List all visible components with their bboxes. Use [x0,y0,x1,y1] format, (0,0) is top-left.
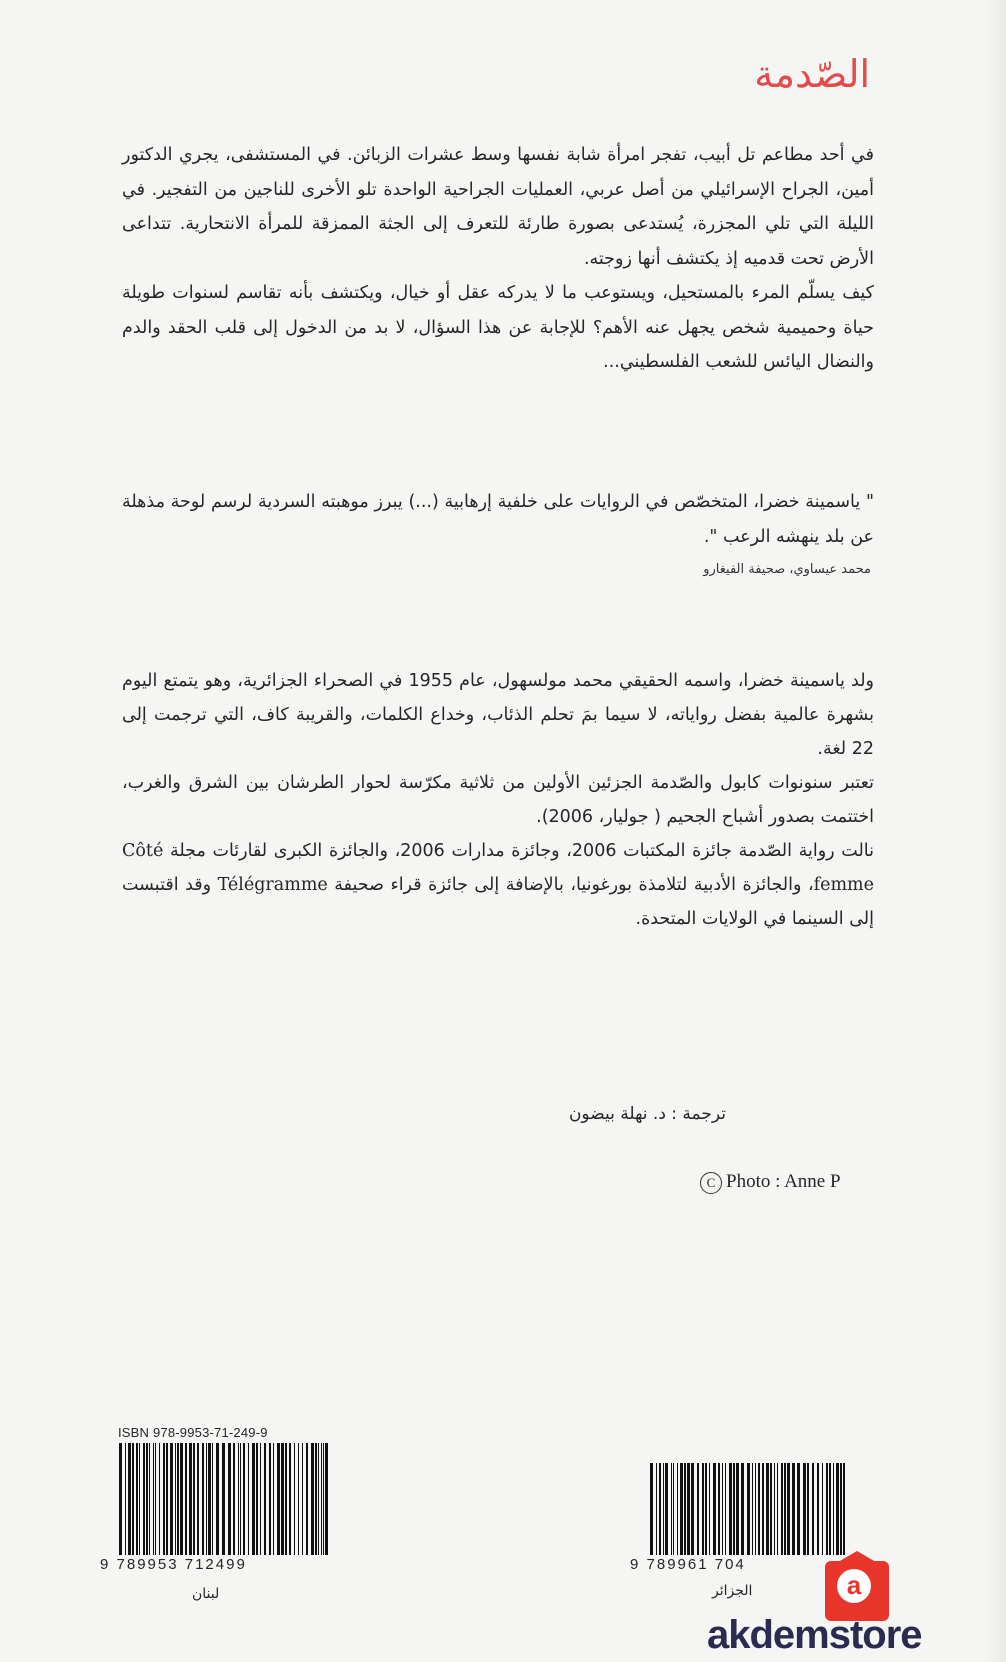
barcode-bar [705,1463,707,1555]
barcode-bar [718,1463,720,1555]
barcode-bar [285,1443,287,1555]
barcode-bar [807,1463,809,1555]
barcode-bar [663,1463,664,1555]
barcode-bar [139,1443,140,1555]
barcode-bar [146,1443,148,1555]
barcode-bar [159,1443,160,1555]
barcode-bar [119,1443,122,1555]
barcode-bar [302,1443,303,1555]
barcode-bar [260,1443,261,1555]
barcode-bar [153,1443,154,1555]
store-watermark: akdemstore [707,1613,922,1657]
barcode-bar [713,1463,716,1555]
barcode-lebanon [117,1443,331,1555]
barcode-bar [243,1443,245,1555]
barcode-bar [677,1463,678,1555]
barcode-bar [166,1443,168,1555]
country-algeria: الجزائر [712,1583,753,1599]
barcode-algeria [648,1463,848,1555]
barcode-bar [216,1443,219,1555]
barcode-bar [163,1443,165,1555]
barcode-bar [747,1463,750,1555]
barcode-bar [128,1443,131,1555]
barcode-bar [175,1443,176,1555]
barcode-bar [803,1463,806,1555]
barcode-bar [193,1443,195,1555]
barcode-bar [233,1443,235,1555]
barcode-bar [238,1443,239,1555]
barcode-bar [665,1463,668,1555]
photo-credit-text: Photo : Anne P [726,1171,841,1192]
barcode-bar [315,1443,317,1555]
barcode-bar [702,1463,704,1555]
barcode-bar [125,1443,126,1555]
barcode-bar [822,1463,823,1555]
author-bio [122,664,874,936]
review-quote [122,485,874,554]
barcode-bar [755,1463,756,1555]
barcode-bar [656,1463,657,1555]
magazine-name: Côté femme [122,841,874,895]
barcode-bar [766,1463,769,1555]
barcode-bar [697,1463,699,1555]
barcode-bar [673,1463,674,1555]
newspaper-name: Télégramme [217,875,328,895]
barcode-bar [736,1463,739,1555]
quote-text: " ياسمينة خضرا، المتخصّص في الروايات على خلفية إرهابية (...) يبرز موهبته السردية لرسم لوحة مذهلة عن بلد ينهشه الرعب ". [122,492,874,547]
barcode-bar [189,1443,192,1555]
page-edge-shadow [986,0,1006,1662]
barcode-bar [248,1443,249,1555]
barcode-bar [264,1443,266,1555]
bio-p3-part-3: وقد اقتبست إلى السينما في الولايات المتحدة. [122,875,874,929]
barcode-bar [256,1443,258,1555]
barcode-bar [222,1443,225,1555]
barcode-bar [325,1443,328,1555]
barcode-bar [687,1463,690,1555]
barcode-bar [840,1463,842,1555]
barcode-bar [762,1463,764,1555]
barcode-right-bars [648,1463,848,1555]
barcode-bar [318,1443,319,1555]
barcode-bar [659,1463,661,1555]
barcode-bar [197,1443,199,1555]
isbn-label: ISBN 978-9953-71-249-9 [118,1425,268,1440]
barcode-bar [758,1463,760,1555]
barcode-bar [185,1443,187,1555]
barcode-bar [155,1443,156,1555]
barcode-bar [170,1443,173,1555]
synopsis-paragraph-2: كيف يسلّم المرء بالمستحيل، ويستوعب ما لا يدركه عقل أو خيال، ويكتشف بأنه تقاسم لسنوات طويلة حياة وحميمية شخص يجهل عنه الأهم؟ للإجابة عن هذا السؤال، لا بد من الدخول إلى قلب الحقد والدم والنضال اليائس للشعب الفلسطيني... [122,283,874,372]
barcode-bar [650,1463,653,1555]
barcode-bar [787,1463,790,1555]
barcode-bar [289,1443,291,1555]
bio-p3-part-2: ، والجائزة الأدبية لتلامذة بورغونيا، بالإضافة إلى جائزة قراء صحيفة [327,875,814,895]
store-logo-icon [825,1561,889,1621]
book-title: الصّدمة [754,52,870,96]
barcode-bar [792,1463,795,1555]
barcode-bar [306,1443,308,1555]
barcode-bar [321,1443,322,1555]
bio-paragraph-3 [122,834,874,936]
barcode-bar [777,1463,778,1555]
bio-paragraph-2: تعتبر سنونوات كابول والصّدمة الجزئين الأولين من ثلاثية مكرّسة لحوار الطرشان بين الشرق والغرب، اختتمت بصدور أشباح الجحيم ( جوليار، 2006). [122,773,874,827]
barcode-bar [836,1463,839,1555]
translator-credit: ترجمة : د. نهلة بيضون [568,1104,726,1124]
store-logo-roof [833,1551,881,1565]
barcode-bar [709,1463,710,1555]
barcode-bar [774,1463,775,1555]
barcode-bar [311,1443,314,1555]
barcode-bar [136,1443,138,1555]
barcode-bar [833,1463,834,1555]
synopsis-paragraph-1: في أحد مطاعم تل أبيب، تفجر امرأة شابة نفسها وسط عشرات الزبائن. في المستشفى، يجري الدكتور أمين، الجراح الإسرائيلي من أصل عربي، العمليات الجراحية الواحدة تلو الأخرى للناجين من التفجير. في الليلة التي تلي المجزرة، يُستدعى بصورة طارئة للتعرف إلى الجثة الممزقة للمرأة الانتحارية. تتداعى الأرض تحت قدميه إذ يكتشف أنها زوجته. [122,145,874,269]
barcode-bar [784,1463,786,1555]
barcode-bar [843,1463,845,1555]
barcode-bar [725,1463,726,1555]
barcode-bar [298,1443,299,1555]
barcode-bar [206,1443,207,1555]
barcode-bar [752,1463,753,1555]
barcode-bar [770,1463,772,1555]
barcode-bar [797,1463,800,1555]
barcode-bar [281,1443,284,1555]
barcode-bar [722,1463,723,1555]
barcode-bar [228,1443,231,1555]
barcode-bar [273,1443,274,1555]
barcode-bar [180,1443,183,1555]
barcode-bar [212,1443,213,1555]
barcode-bar [202,1443,204,1555]
barcode-bar [149,1443,150,1555]
barcode-bar [733,1463,735,1555]
barcode-bar [269,1443,271,1555]
barcode-bar [323,1443,324,1555]
barcode-bar [729,1463,732,1555]
barcode-bar [741,1463,744,1555]
barcode-bar [826,1463,828,1555]
barcode-bar [294,1443,295,1555]
barcode-bar [143,1443,145,1555]
quote-source: محمد عيساوي، صحيفة الفيغارو [703,562,871,577]
barcode-bar [252,1443,255,1555]
copyright-icon: C [700,1172,722,1194]
synopsis [122,138,874,380]
barcode-left-digits: 9 789953 712499 [100,1556,247,1573]
barcode-bar [671,1463,672,1555]
barcode-bar [277,1443,280,1555]
barcode-bar [691,1463,694,1555]
bio-p3-part-1: نالت رواية الصّدمة جائزة المكتبات 2006، وجائزة مدارات 2006، والجائزة الكبرى لقارئات مجلة [163,841,874,861]
barcode-bar [829,1463,831,1555]
barcode-bar [132,1443,134,1555]
photo-credit [700,1171,841,1194]
store-logo-letter: a [837,1569,871,1603]
barcode-bar [177,1443,179,1555]
barcode-bar [812,1463,814,1555]
country-lebanon: لبنان [192,1586,220,1602]
barcode-bar [208,1443,211,1555]
barcode-right-digits: 9 789961 704 [630,1556,746,1573]
barcode-bar [781,1463,783,1555]
barcode-left-bars [117,1443,331,1555]
bio-paragraph-1: ولد ياسمينة خضرا، واسمه الحقيقي محمد مولسهول، عام 1955 في الصحراء الجزائرية، وهو يتمتع اليوم بشهرة عالمية بفضل رواياته، لا سيما بمَ تحلم الذئاب، وخداع الكلمات، والقريبة كاف، التي ترجمت إلى 22 لغة. [122,671,874,759]
barcode-bar [680,1463,683,1555]
barcode-bar [240,1443,241,1555]
barcode-bar [684,1463,686,1555]
barcode-bar [817,1463,819,1555]
